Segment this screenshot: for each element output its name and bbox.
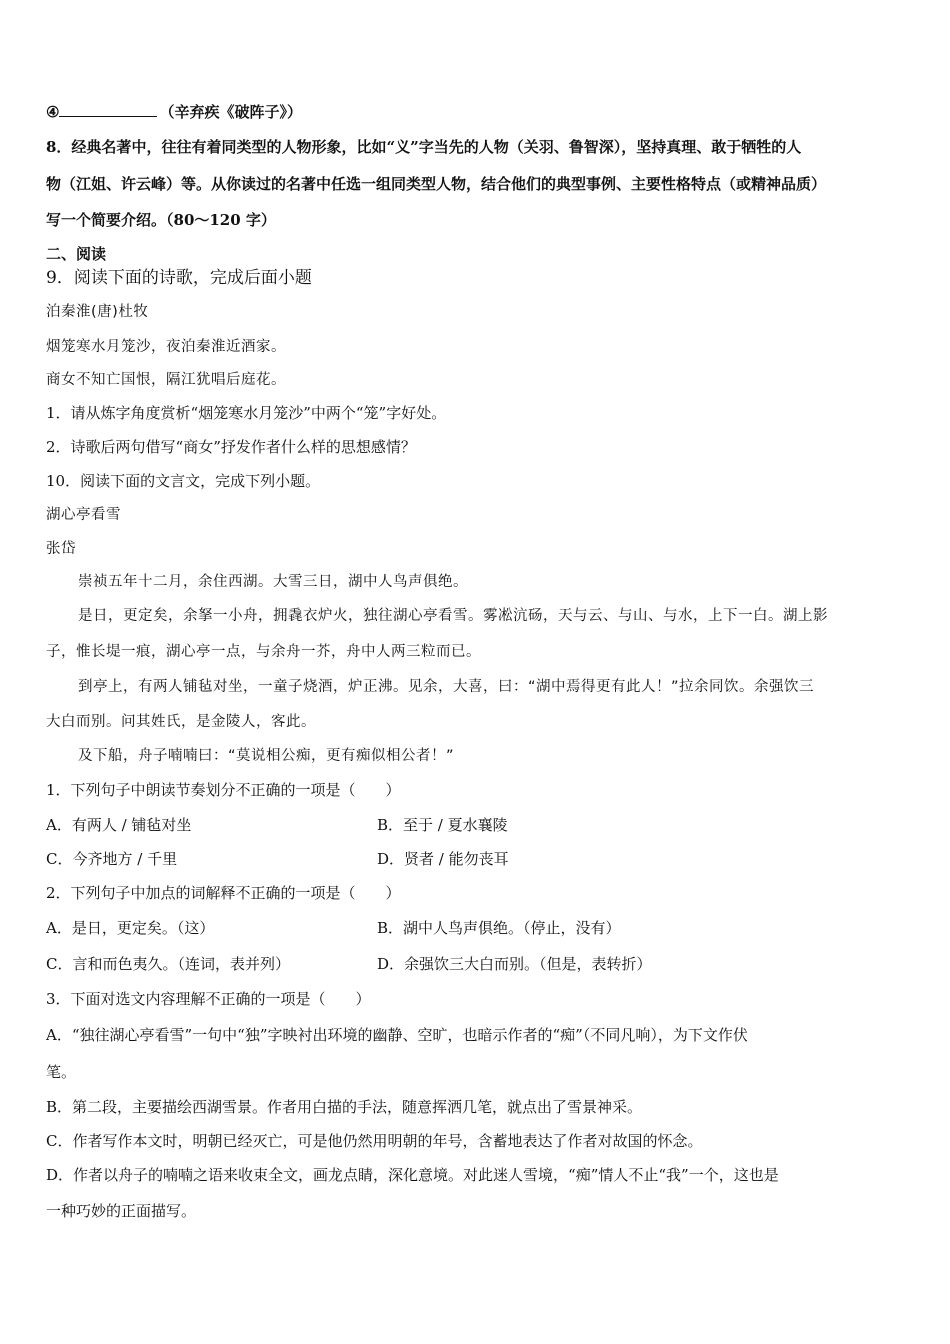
q8-line2: 物（江姐、许云峰）等。从你读过的名著中任选一组同类型人物，结合他们的典型事例、主要性格特点（或精神品质）: [46, 175, 827, 193]
q10-sq2-stem: 2．下列句子中加点的词解释不正确的一项是（ ）: [46, 884, 401, 902]
q10-sq2-option-d: D．余强饮三大白而别。（但是，表转折）: [377, 955, 652, 973]
q10-title: 10．阅读下面的文言文，完成下列小题。: [46, 472, 321, 490]
section2-title: 二、阅读: [46, 245, 107, 263]
q9-sub2: 2．诗歌后两句借写“商女”抒发作者什么样的思想感情？: [46, 438, 416, 456]
q7-item4-source: （辛弃疾《破阵子》）: [159, 103, 302, 121]
q9-poem-title: 泊秦淮(唐)杜牧: [46, 304, 149, 320]
q8-line3: 写一个简要介绍。（80～120 字）: [46, 211, 276, 229]
q10-text-title: 湖心亭看雪: [46, 507, 121, 523]
q10-sq1-option-c: C．今齐地方 / 千里: [46, 850, 178, 868]
q10-sq3-stem: 3．下面对选文内容理解不正确的一项是（ ）: [46, 990, 371, 1008]
q10-sq3-option-b: B．第二段，主要描绘西湖雪景。作者用白描的手法，随意挥洒几笔，就点出了雪景神采。: [46, 1098, 643, 1116]
q10-sq1-option-a: A．有两人 / 铺毡对坐: [46, 816, 192, 834]
q10-sq2-option-a: A．是日，更定矣。（这）: [46, 919, 215, 937]
q10-sq2-option-b: B．湖中人鸟声俱绝。（停止，没有）: [377, 919, 621, 937]
q10-sq1-option-d: D．贤者 / 能勿丧耳: [377, 850, 509, 868]
q9-title: 9．阅读下面的诗歌，完成后面小题: [46, 268, 312, 288]
q10-sq3-option-c: C．作者写作本文时，明朝已经灭亡，可是他仍然用明朝的年号，含蓄地表达了作者对故国的怀念。: [46, 1132, 703, 1150]
q10-paragraph2-line1: 是日，更定矣，余拏一小舟，拥毳衣炉火，独往湖心亭看雪。雾凇沆砀，天与云、与山、与水，上下一白。湖上影: [78, 608, 828, 624]
q10-sq3-option-a-line2: 笔。: [46, 1063, 77, 1081]
q10-author: 张岱: [46, 541, 76, 557]
q10-sq3-option-d-line2: 一种巧妙的正面描写。: [46, 1202, 197, 1220]
q7-item4-marker: ④: [46, 103, 60, 121]
q10-paragraph3-line1: 到亭上，有两人铺毡对坐，一童子烧酒，炉正沸。见余，大喜，曰：“湖中焉得更有此人！”拉余同饮。余强饮三: [78, 679, 815, 695]
q10-paragraph1: 崇祯五年十二月，余住西湖。大雪三日，湖中人鸟声俱绝。: [78, 574, 468, 590]
q8-line1: 8．经典名著中，往往有着同类型的人物形象，比如“义”字当先的人物（关羽、鲁智深），坚持真理、敢于牺牲的人: [46, 138, 802, 156]
answer-blank[interactable]: [59, 102, 157, 117]
q10-paragraph3-line2: 大白而别。问其姓氏，是金陵人，客此。: [46, 714, 316, 730]
q10-sq1-option-b: B．至于 / 夏水襄陵: [377, 816, 508, 834]
q10-sq3-option-d-line1: D．作者以舟子的喃喃之语来收束全文，画龙点睛，深化意境。对此迷人雪境，“痴”情人不止“我”一个，这也是: [46, 1166, 779, 1184]
q10-sq2-option-c: C．言和而色夷久。（连词，表并列）: [46, 955, 290, 973]
q9-poem-line2: 商女不知亡国恨，隔江犹唱后庭花。: [46, 372, 286, 388]
q10-paragraph4: 及下船，舟子喃喃曰：“莫说相公痴，更有痴似相公者！”: [78, 748, 455, 764]
q10-sq1-stem: 1．下列句子中朗读节奏划分不正确的一项是（ ）: [46, 781, 401, 799]
q9-poem-line1: 烟笼寒水月笼沙，夜泊秦淮近酒家。: [46, 339, 286, 355]
q9-sub1: 1．请从炼字角度赏析“烟笼寒水月笼沙”中两个“笼”字好处。: [46, 404, 447, 422]
q10-paragraph2-line2: 子，惟长堤一痕，湖心亭一点，与余舟一芥，舟中人两三粒而已。: [46, 644, 481, 660]
q7-item4-line: [46, 102, 302, 122]
q10-sq3-option-a-line1: A．“独往湖心亭看雪”一句中“独”字映衬出环境的幽静、空旷，也暗示作者的“痴”（不同凡响），为下文作伏: [46, 1026, 748, 1044]
